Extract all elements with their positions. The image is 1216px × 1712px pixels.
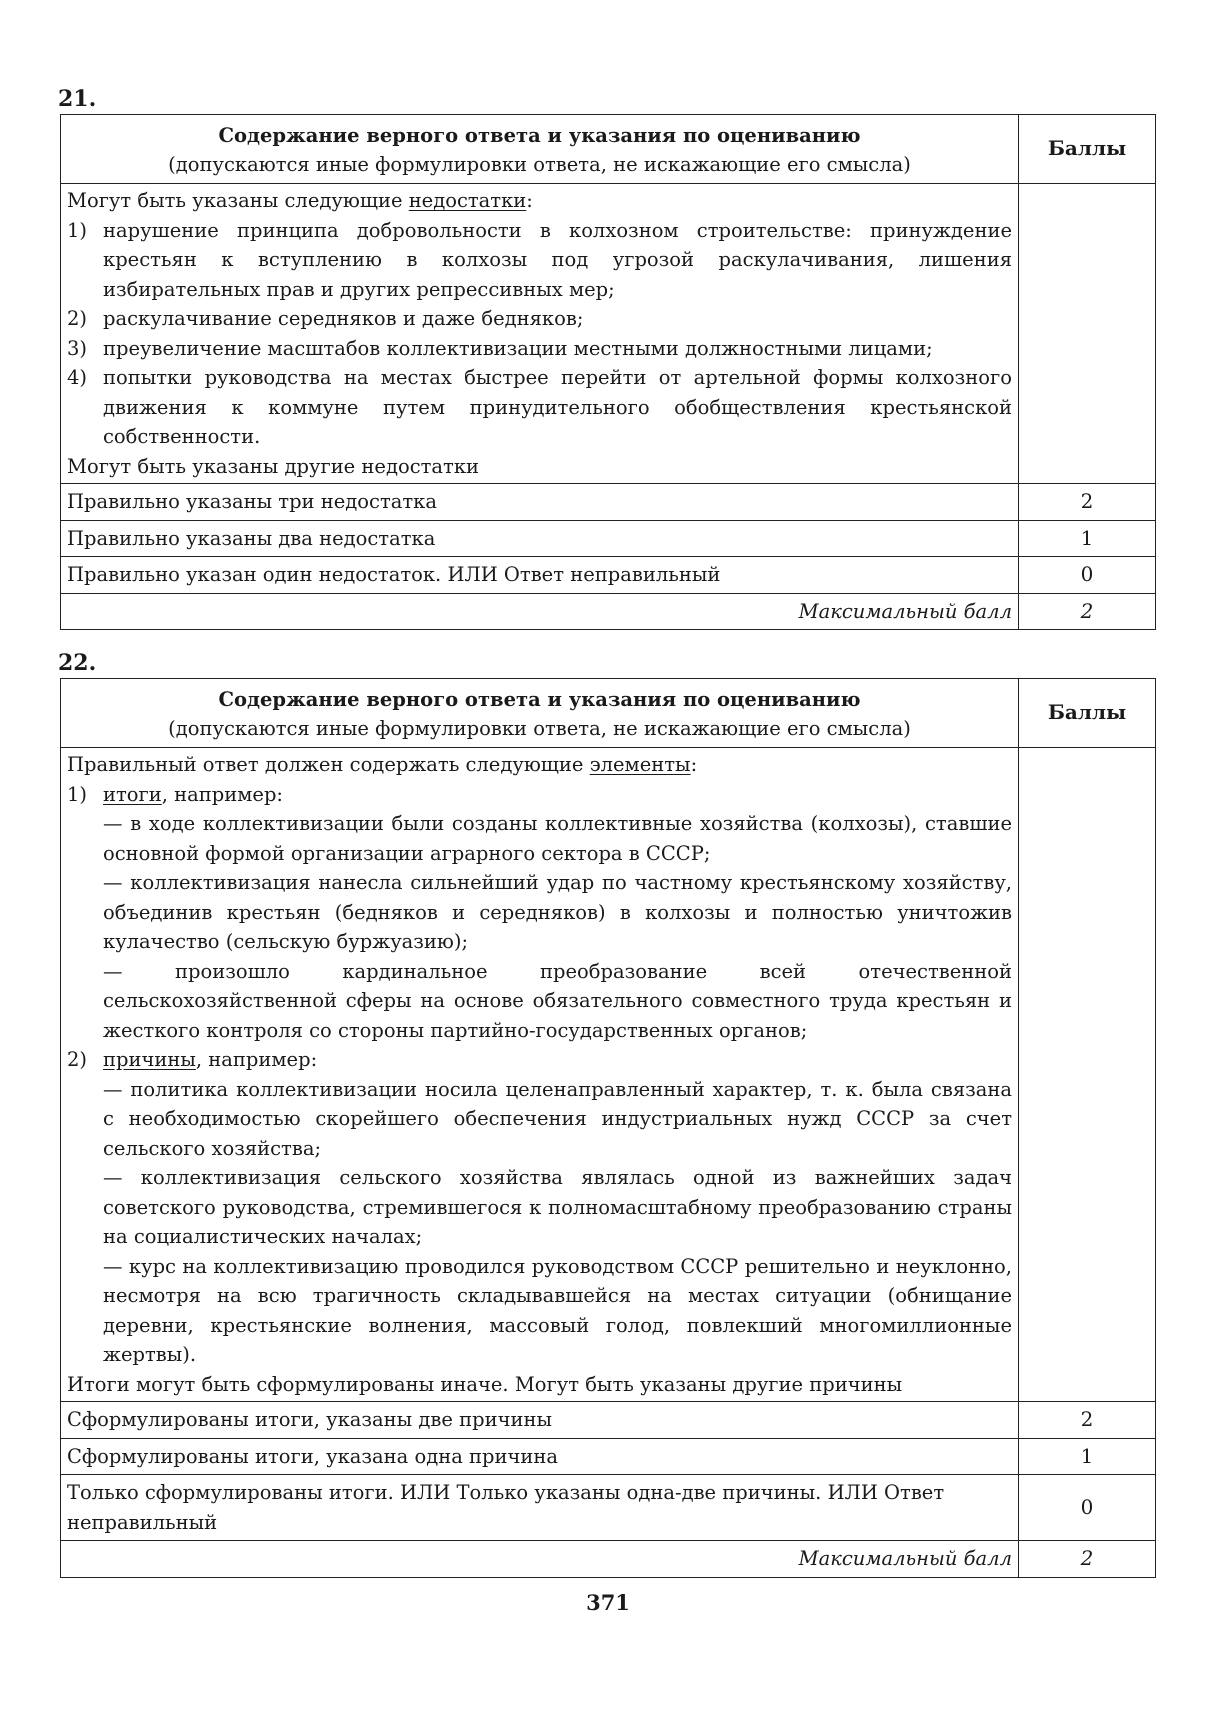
max-score-value: 2 (1019, 1541, 1156, 1578)
content-intro: Правильный ответ должен содержать следующие элементы: (67, 753, 698, 776)
page-number: 371 (586, 1590, 630, 1615)
list-item-reasons: 2) причины, например: (67, 1048, 318, 1071)
grading-table-22 (60, 678, 1156, 1578)
criteria-row (61, 1402, 1156, 1439)
underlined-term: недостатки (408, 189, 527, 212)
task-number-21: 21. (58, 86, 97, 112)
header-points: Баллы (1019, 115, 1156, 184)
criteria-row (61, 557, 1156, 594)
answer-content (61, 748, 1019, 1402)
header-subtitle: (допускаются иные формулировки ответа, не искажающие его смысла) (168, 717, 911, 740)
sub-item: — коллективизация сельского хозяйства являлась одной из важнейших задач советского руководства, стремившегося к полномасштабному преобразованию страны на социалистических началах; (103, 1166, 1012, 1248)
list-item: 4) попытки руководства на местах быстрее перейти от артельной формы колхозного движения к коммуне путем принудительного обобществления крестьянской собственности. (67, 366, 1012, 448)
header-subtitle: (допускаются иные формулировки ответа, не искажающие его смысла) (168, 153, 911, 176)
underlined-term: причины (103, 1048, 196, 1071)
list-item-results: 1) итоги, например: (67, 782, 284, 806)
underlined-term: элементы (589, 753, 691, 776)
sub-item: — в ходе коллективизации были созданы коллективные хозяйства (колхозы), ставшие основной формой организации аграрного сектора в СССР; (103, 812, 1012, 865)
criterion-text: Только сформулированы итоги. ИЛИ Только указаны одна-две причины. ИЛИ Ответ неправильный (61, 1475, 1019, 1541)
list-item: 1) нарушение принципа добровольности в колхозном строительстве: принуждение крестьян к вступлению в колхозы под угрозой раскулачивания, лишения избирательных прав и других репрессивных мер; (67, 218, 1012, 301)
criterion-points: 2 (1019, 484, 1156, 521)
header-title: Содержание верного ответа и указания по оцениванию (218, 124, 861, 147)
content-intro: Могут быть указаны следующие недостатки: (67, 189, 533, 212)
table-header-row (61, 115, 1156, 184)
criterion-text: Сформулированы итоги, указаны две причины (61, 1402, 1019, 1439)
header-title: Содержание верного ответа и указания по оцениванию (218, 688, 861, 711)
criteria-row (61, 1438, 1156, 1475)
content-note: Могут быть указаны другие недостатки (67, 454, 480, 478)
criteria-row (61, 484, 1156, 521)
criteria-row (61, 520, 1156, 557)
max-score-row (61, 593, 1156, 630)
header-content-cell (61, 115, 1019, 184)
empty-points-cell (1019, 748, 1156, 1402)
criterion-points: 2 (1019, 1402, 1156, 1439)
max-score-value: 2 (1019, 593, 1156, 630)
criterion-points: 0 (1019, 1475, 1156, 1541)
grading-table-21 (60, 114, 1156, 630)
header-points: Баллы (1019, 679, 1156, 748)
list-item: 3) преувеличение масштабов коллективизации местными должностными лицами; (67, 336, 933, 360)
content-note: Итоги могут быть сформулированы иначе. Могут быть указаны другие причины (67, 1372, 903, 1396)
answer-content (61, 184, 1019, 484)
header-content-cell (61, 679, 1019, 748)
empty-points-cell (1019, 184, 1156, 484)
criterion-points: 0 (1019, 557, 1156, 594)
task-number-22: 22. (58, 650, 97, 676)
criterion-text: Правильно указаны три недостатка (61, 484, 1019, 521)
criterion-text: Правильно указан один недостаток. ИЛИ Ответ неправильный (61, 557, 1019, 594)
sub-item: — курс на коллективизацию проводился руководством СССР решительно и неуклонно, несмотря на всю трагичность складывавшейся на местах ситуации (обнищание деревни, крестьянские волнения, массовый голод, повлекший многомиллионные жертвы). (103, 1254, 1012, 1366)
sub-item: — произошло кардинальное преобразование всей отечественной сельскохозяйственной сферы на основе обязательного совместного труда крестьян и жесткого контроля со стороны партийно-государственных органов; (103, 959, 1012, 1042)
max-score-label: Максимальный балл (61, 593, 1019, 630)
answer-content-row (61, 184, 1156, 484)
underlined-term: итоги (103, 782, 162, 806)
criterion-points: 1 (1019, 1438, 1156, 1475)
sub-item: — коллективизация нанесла сильнейший удар по частному крестьянскому хозяйству, объединив крестьян (бедняков и середняков) в колхозы и полностью уничтожив кулачество (сельскую буржуазию); (103, 871, 1012, 953)
criterion-points: 1 (1019, 520, 1156, 557)
table-header-row (61, 679, 1156, 748)
max-score-row (61, 1541, 1156, 1578)
sub-item: — политика коллективизации носила целенаправленный характер, т. к. была связана с необходимостью скорейшего обеспечения индустриальных нужд СССР за счет сельского хозяйства; (103, 1077, 1012, 1160)
max-score-label: Максимальный балл (61, 1541, 1019, 1578)
criterion-text: Правильно указаны два недостатка (61, 520, 1019, 557)
answer-content-row (61, 748, 1156, 1402)
criterion-text: Сформулированы итоги, указана одна причина (61, 1438, 1019, 1475)
criteria-row (61, 1475, 1156, 1541)
list-item: 2) раскулачивание середняков и даже бедняков; (67, 307, 584, 330)
